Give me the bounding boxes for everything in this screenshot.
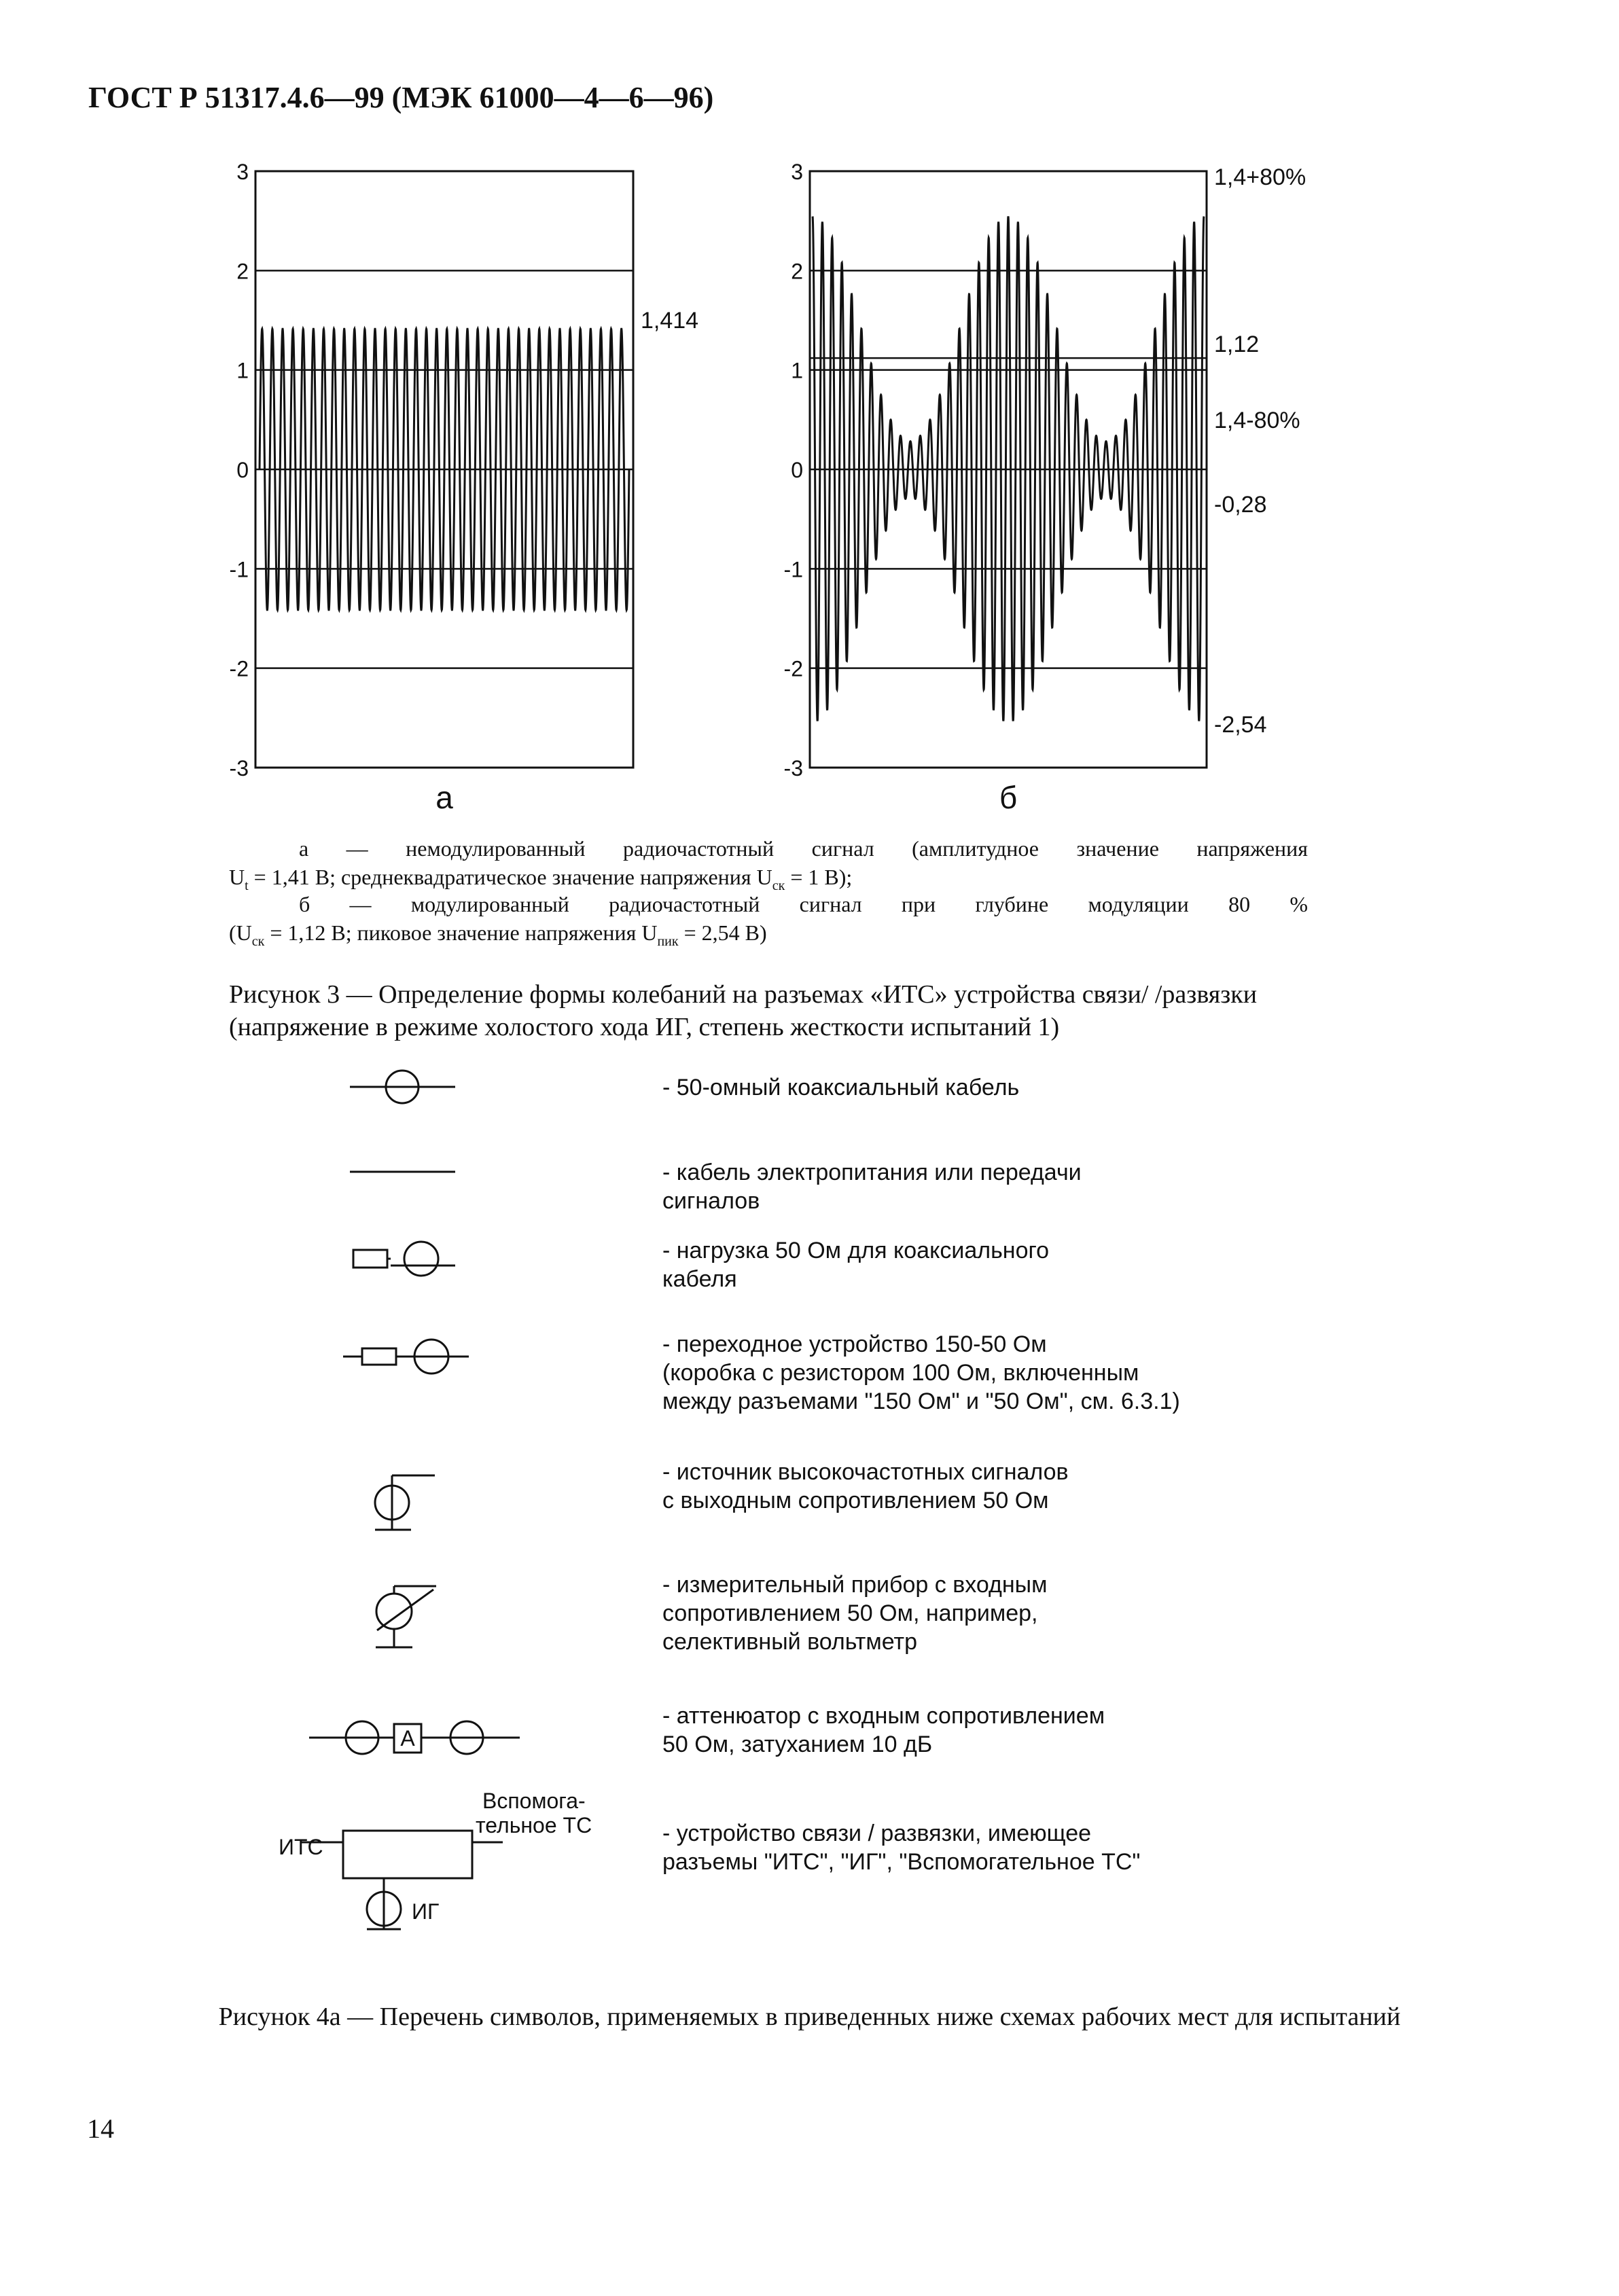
symbol-desc-meter: - измерительный прибор с входным сопротивлением 50 Ом, например, селективный вольтметр bbox=[662, 1572, 1048, 1655]
cdn-ig-label: ИГ bbox=[412, 1899, 440, 1924]
plot-b-ytick: 2 bbox=[791, 259, 803, 284]
plot-a-ytick: -2 bbox=[229, 656, 249, 681]
cdn-its-label: ИТС bbox=[279, 1835, 323, 1859]
generator-symbol bbox=[375, 1475, 435, 1530]
plot-b-caption: б bbox=[999, 780, 1018, 815]
attenuator-box-label: A bbox=[400, 1726, 415, 1751]
load-symbol bbox=[353, 1242, 455, 1276]
cdn-aux-label-2: тельное ТС bbox=[476, 1813, 592, 1837]
symbol-desc-load: - нагрузка 50 Ом для коаксиального кабеля bbox=[662, 1238, 1050, 1292]
plot-b-label-rms: 1,12 bbox=[1214, 331, 1260, 357]
legend-a-mid: = 1,41 В; среднеквадратическое значение напряжения U bbox=[248, 865, 772, 889]
plot-b-label-minus-254: -2,54 bbox=[1214, 712, 1267, 738]
legend-b-sub-pik: пик bbox=[657, 934, 679, 949]
plot-b-ytick: -1 bbox=[783, 557, 803, 582]
cdn-aux-label-1: Вспомога- bbox=[482, 1789, 586, 1813]
figure-3-caption: Рисунок 3 — Определение формы колебаний на разъемах «ИТС» устройства связи/ /развязки (напряжение в режиме холостого хода ИГ, степень жесткости испытаний 1) bbox=[229, 980, 1258, 1041]
plot-a-ytick: -3 bbox=[229, 756, 249, 781]
legend-b-line1: б — модулированный радиочастотный сигнал при глубине модуляции 80 % bbox=[299, 892, 1308, 916]
plot-b-ytick: 0 bbox=[791, 458, 803, 482]
meter-symbol bbox=[376, 1586, 436, 1647]
legend-a-u: U bbox=[229, 865, 245, 889]
symbol-desc-attenuator: - аттенюатор с входным сопротивлением 50 Ом, затуханием 10 дБ bbox=[662, 1703, 1105, 1757]
figure-4a-caption: Рисунок 4а — Перечень символов, применяемых в приведенных ниже схемах рабочих мест для испытаний bbox=[218, 2003, 1401, 2031]
plot-b-label-peak-minus: 1,4-80% bbox=[1214, 408, 1300, 433]
page-number: 14 bbox=[87, 2113, 114, 2144]
plot-b-ytick: 3 bbox=[791, 160, 803, 184]
legend-a-sub-t: t bbox=[245, 878, 249, 893]
legend-b-mid: = 1,12 В; пиковое значение напряжения U bbox=[264, 920, 658, 945]
legend-b-line2 bbox=[229, 918, 1308, 956]
plot-b-label-minus-028: -0,28 bbox=[1214, 492, 1267, 518]
symbol-desc-coax: - 50-омный коаксиальный кабель bbox=[662, 1075, 1020, 1100]
document-header: ГОСТ Р 51317.4.6—99 (МЭК 61000—4—6—96) bbox=[88, 81, 714, 114]
plot-b-label-peak-plus: 1,4+80% bbox=[1214, 164, 1306, 190]
cdn-symbol bbox=[300, 1831, 503, 1929]
adapter-symbol bbox=[343, 1340, 469, 1374]
legend-a-end: = 1 В); bbox=[785, 865, 853, 889]
plot-b bbox=[784, 160, 1306, 815]
plot-a-ytick: 3 bbox=[236, 160, 249, 184]
symbol-desc-generator: - источник высокочастотных сигналов с выходным сопротивлением 50 Ом bbox=[662, 1459, 1069, 1513]
legend-b-end: = 2,54 В) bbox=[678, 920, 767, 945]
legend-b-u: (U bbox=[229, 920, 252, 945]
plot-a bbox=[230, 160, 699, 815]
figure-3 bbox=[0, 0, 1619, 829]
legend-b-sub-sk: ск bbox=[251, 934, 265, 949]
symbol-desc-cdn: - устройство связи / развязки, имеющее разъемы "ИТС", "ИГ", "Вспомогательное ТС" bbox=[662, 1820, 1141, 1875]
plot-a-caption: а bbox=[435, 780, 453, 815]
plot-b-ytick: -3 bbox=[783, 756, 803, 781]
plot-a-ytick: -1 bbox=[229, 557, 249, 582]
coax-symbol bbox=[350, 1071, 455, 1103]
plot-a-ytick: 0 bbox=[236, 458, 249, 482]
legend-a-line1: а — немодулированный радиочастотный сигнал (амплитудное значение напряжения bbox=[299, 836, 1308, 861]
plot-a-ytick: 2 bbox=[236, 259, 249, 284]
symbol-desc-adapter: - переходное устройство 150-50 Ом (коробка с резистором 100 Ом, включенным между разъемами "150 Ом" и "50 Ом", см. 6.3.1) bbox=[662, 1331, 1180, 1414]
plot-b-ytick: -2 bbox=[783, 656, 803, 681]
symbol-desc-power-cable: - кабель электропитания или передачи сигналов bbox=[662, 1160, 1082, 1214]
plot-b-ytick: 1 bbox=[791, 358, 803, 383]
legend-a-sub-sk: ск bbox=[772, 878, 785, 893]
plot-a-ytick: 1 bbox=[236, 358, 249, 383]
plot-a-value-label: 1,414 bbox=[641, 308, 699, 334]
